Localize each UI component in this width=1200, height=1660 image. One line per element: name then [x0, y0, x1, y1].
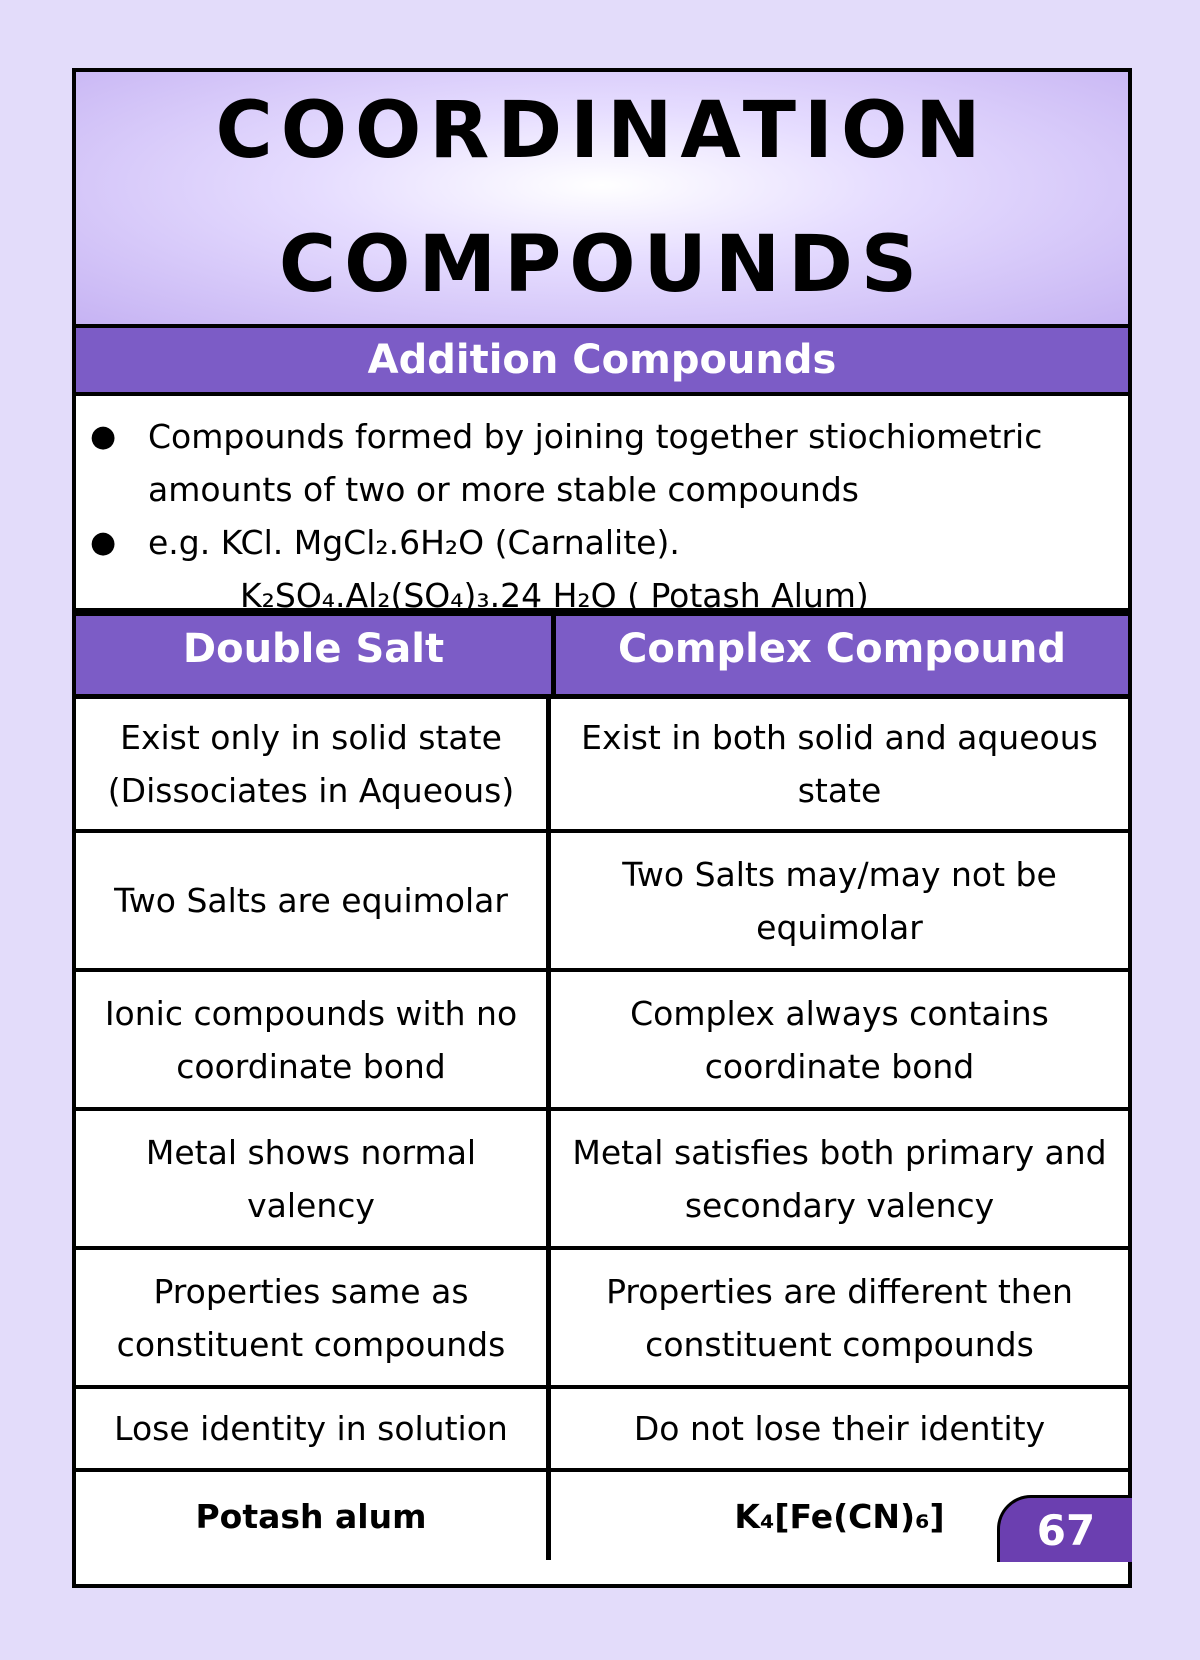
addition-description: [76, 396, 1128, 616]
table-row: [76, 699, 1128, 833]
table-row: [76, 1250, 1128, 1389]
table-cell: Do not lose their identity: [633, 1409, 1046, 1448]
table-header-row: [76, 616, 1128, 699]
bullet-text-definition: Compounds formed by joining together stiochiometric amounts of two or more stable compounds: [148, 417, 1043, 509]
table-cell: Two Salts may/may not be equimolar: [622, 854, 1057, 947]
title-banner: [76, 72, 1128, 328]
table-row: [76, 972, 1128, 1111]
table-cell: Complex always contains coordinate bond: [630, 993, 1049, 1086]
page-number-badge: 67: [997, 1495, 1132, 1562]
title-line-1: COORDINATION: [215, 86, 989, 176]
column-header-double-salt: Double Salt: [76, 616, 556, 694]
table-cell: Properties same as constituent compounds: [76, 1250, 551, 1385]
table-cell: Two Salts are equimolar: [76, 833, 551, 968]
table-row-example: [76, 1472, 1128, 1560]
table-cell: Lose identity in solution: [76, 1389, 551, 1468]
bullet-icon: ●: [90, 525, 117, 560]
table-row: [76, 1111, 1128, 1250]
bullet-item: [90, 410, 1118, 516]
table-cell: Properties are different then constituent compounds: [606, 1271, 1073, 1364]
bullet-text-example: e.g. KCl. MgCl₂.6H₂O (Carnalite).: [148, 523, 680, 562]
bullet-icon: ●: [90, 419, 117, 454]
section-heading-addition: Addition Compounds: [76, 328, 1128, 396]
table-cell-example-double-salt: Potash alum: [76, 1472, 551, 1560]
column-header-complex-compound: Complex Compound: [556, 616, 1128, 694]
table-cell: Metal shows normal valency: [76, 1111, 551, 1246]
comparison-table: [76, 616, 1128, 1584]
table-cell-example-complex: K₄[Fe(CN)₆]: [734, 1496, 945, 1536]
table-cell: Ionic compounds with no coordinate bond: [76, 972, 551, 1107]
table-row: [76, 1389, 1128, 1472]
bullet-item: [90, 516, 1118, 569]
table-cell: Metal satisfies both primary and secondary valency: [572, 1132, 1107, 1225]
title-line-2: COMPOUNDS: [278, 220, 926, 310]
info-card: [72, 68, 1132, 1588]
table-row: [76, 833, 1128, 972]
example-formula-potash-alum: K₂SO₄.Al₂(SO₄)₃.24 H₂O ( Potash Alum): [240, 576, 869, 615]
table-cell: Exist only in solid state (Dissociates in Aqueous): [76, 699, 551, 829]
table-cell: Exist in both solid and aqueous state: [581, 718, 1098, 810]
